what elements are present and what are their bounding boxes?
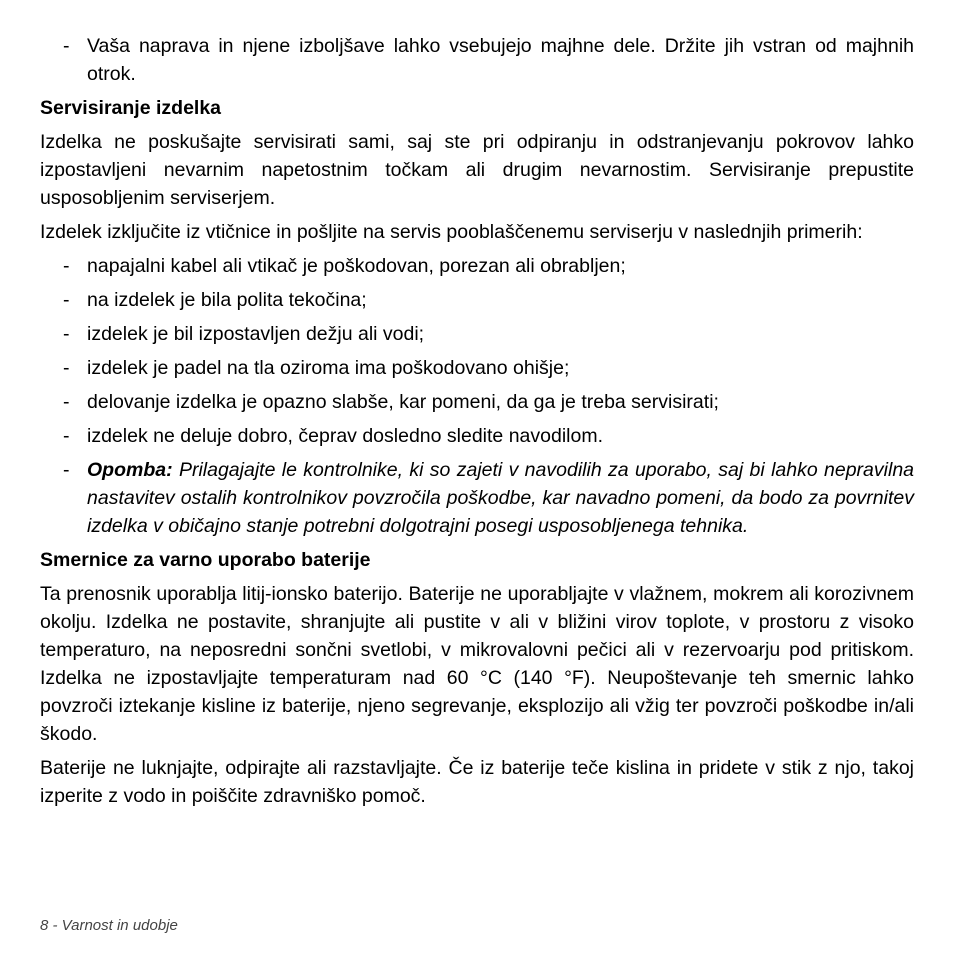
list-item-text: na izdelek je bila polita tekočina;	[87, 289, 367, 311]
dash-marker: -	[63, 323, 70, 345]
dash-marker: -	[63, 425, 70, 447]
list-item-text: delovanje izdelka je opazno slabše, kar pomeni, da ga je treba servisirati;	[87, 391, 719, 413]
list-item	[40, 286, 914, 314]
section-heading-battery: Smernice za varno uporabo baterije	[40, 549, 371, 571]
note-label: Opomba:	[87, 459, 173, 481]
dash-marker: -	[63, 35, 70, 57]
list-item	[40, 32, 914, 88]
dash-marker: -	[63, 289, 70, 311]
document-page	[40, 32, 914, 816]
list-item	[40, 252, 914, 280]
service-paragraph-1: Izdelka ne poskušajte servisirati sami, saj ste pri odpiranju in odstranjevanju pokrovov lahko izpostavljeni nevarnim napetostnim točkam ali drugim nevarnostim. Servisiranje prepustite usposobljenim serviserjem.	[40, 131, 914, 209]
dash-marker: -	[63, 357, 70, 379]
list-item-text: Vaša naprava in njene izboljšave lahko vsebujejo majhne dele. Držite jih vstran od majhnih otrok.	[87, 35, 914, 85]
list-item-text: izdelek je padel na tla oziroma ima poškodovano ohišje;	[87, 357, 570, 379]
list-item	[40, 354, 914, 382]
list-item-text: napajalni kabel ali vtikač je poškodovan, porezan ali obrabljen;	[87, 255, 626, 277]
intro-list	[40, 32, 914, 88]
page-footer: 8 - Varnost in udobje	[40, 917, 178, 934]
list-item-text: izdelek ne deluje dobro, čeprav dosledno sledite navodilom.	[87, 425, 603, 447]
dash-marker: -	[63, 255, 70, 277]
list-item	[40, 388, 914, 416]
service-paragraph-2: Izdelek izključite iz vtičnice in pošljite na servis pooblaščenemu serviserju v naslednjih primerih:	[40, 221, 863, 243]
service-conditions-list	[40, 252, 914, 540]
list-item	[40, 422, 914, 450]
section-heading-service: Servisiranje izdelka	[40, 97, 222, 119]
dash-marker: -	[63, 391, 70, 413]
note-item	[40, 456, 914, 540]
battery-paragraph-2: Baterije ne luknjajte, odpirajte ali razstavljajte. Če iz baterije teče kislina in pridete v stik z njo, takoj izperite z vodo in poiščite zdravniško pomoč.	[40, 757, 914, 807]
note-text: Prilagajajte le kontrolnike, ki so zajeti v navodilih za uporabo, saj bi lahko nepravilna nastavitev ostalih kontrolnikov povzročila poškodbe, kar navadno pomeni, da bodo za povrnitev izdelka v običajno stanje potrebni dolgotrajni posegi usposobljenega tehnika.	[87, 459, 915, 537]
battery-paragraph-1: Ta prenosnik uporablja litij-ionsko baterijo. Baterije ne uporabljajte v vlažnem, mokrem ali korozivnem okolju. Izdelka ne postavite, shranjujte ali pustite v ali v bližini virov toplote, v prostoru z visoko temperaturo, na neposredni sončni svetlobi, v mikrovalovni pečici ali v rezervoarju pod pritiskom. Izdelka ne izpostavljajte temperaturam nad 60 °C (140 °F). Neupoštevanje teh smernic lahko povzroči iztekanje kisline iz baterije, njeno segrevanje, eksplozijo ali vžig ter povzroči poškodbe in/ali škodo.	[40, 583, 914, 745]
dash-marker: -	[63, 459, 70, 481]
list-item-text: izdelek je bil izpostavljen dežju ali vodi;	[87, 323, 425, 345]
list-item	[40, 320, 914, 348]
